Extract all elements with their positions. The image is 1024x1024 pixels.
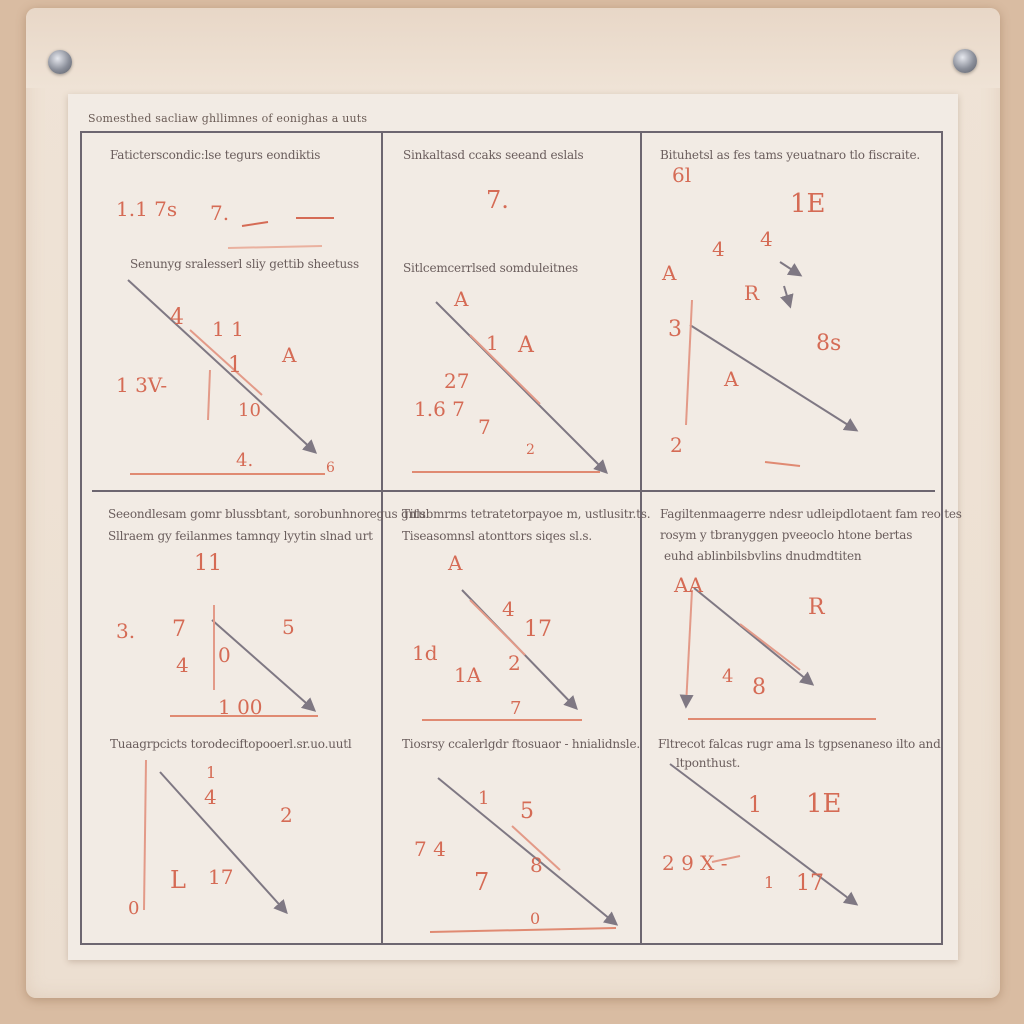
panel-1-sublabel: Senunyg sralesserl sliy gettib sheetuss	[130, 257, 359, 271]
panel-7-num-5: 17	[208, 865, 234, 889]
panel-8-baseline	[430, 928, 616, 932]
panel-6-heading: Fagiltenmaagerre ndesr udleipdlotaent fam reo tes	[660, 507, 962, 521]
panel-9-heading: Fltrecot falcas rugr ama ls tgpsenaneso ilto and	[658, 737, 941, 751]
panel-8-heading: Tiosrsy ccalerlgdr ftosuaor - hnialidnsle.	[402, 737, 640, 751]
panel-1-vertical	[208, 370, 210, 420]
panel-2-num-1: 7.	[486, 186, 509, 214]
panel-4-sublabel: Sllraem gy feilanmes tamnqy lyytin slnad urt	[108, 529, 373, 543]
panel-2-num-5: 27	[444, 369, 470, 393]
panel-5-heading: Titubmrms tetratetorpayoe m, ustlusitr.ts.	[402, 507, 651, 521]
panel-3-num-8: 8s	[816, 331, 842, 356]
panel-8-num-5: 8	[530, 853, 543, 877]
panel-3-num-4: 4	[760, 227, 773, 251]
panel-4-num-4: 5	[282, 615, 295, 639]
panel-9-num-4: 1	[764, 873, 775, 892]
panel-8-num-6: 0	[530, 909, 541, 928]
panel-1-num-3: 1	[228, 353, 242, 378]
panel-7-vertical	[144, 760, 146, 910]
panel-7-num-6: 0	[128, 898, 140, 919]
panel-6-diagram	[673, 573, 876, 719]
panel-3-num-6: R	[744, 281, 760, 305]
panel-8-num-1: 1	[478, 788, 490, 809]
panel-7-num-4: L	[170, 866, 186, 894]
panel-2-num-3: 1	[486, 331, 499, 355]
panel-5-sublabel: Tiseasomnsl atonttors siqes sl.s.	[402, 529, 592, 543]
panel-3-heading: Bituhetsl as fes tams yeuatnaro tlo fiscraite.	[660, 148, 921, 162]
panel-9-num-3: 2 9 X -	[662, 851, 728, 875]
panel-5-num-2: 4	[502, 597, 515, 621]
panel-6-sublabel-2: euhd ablinbilsbvlins dnudmdtiten	[664, 549, 862, 563]
panel-1-diagram	[116, 197, 335, 476]
panel-2-heading: Sinkaltasd ccaks seeand eslals	[403, 148, 584, 162]
panel-2-sublabel: Sitlcemcerrlsed somduleitnes	[403, 261, 578, 275]
panel-5-num-1: A	[448, 551, 463, 575]
panel-2-num-2: A	[454, 287, 469, 311]
panel-8-num-3: 7 4	[414, 837, 446, 861]
panel-4-num-1: 11	[194, 551, 222, 576]
panel-8-num-2: 5	[520, 799, 534, 824]
panel-6-segment	[740, 624, 800, 670]
panel-3-small-arrow-2	[784, 286, 790, 306]
panel-5-num-5: 2	[508, 651, 521, 675]
panel-9-num-1: 1	[748, 793, 762, 818]
panel-1-num-6: A	[282, 343, 297, 367]
panel-8-num-4: 7	[474, 868, 490, 896]
panel-4-num-5: 0	[218, 643, 231, 667]
panel-4-heading: Seeondlesam gomr blussbtant, sorobunhnoregus gnls	[108, 507, 426, 521]
panel-4-num-3: 7	[172, 617, 186, 642]
panel-4-diagram	[116, 551, 318, 719]
panel-3-dash	[765, 462, 800, 466]
panel-2-diagram	[412, 186, 606, 472]
panel-4-num-7: 1 00	[218, 695, 263, 719]
panel-5-diagram	[412, 551, 582, 720]
panel-2-num-7: 7	[478, 415, 491, 439]
panel-5-num-7: 7	[510, 698, 522, 719]
panel-6-sublabel: rosym y tbranyggen pveeoclo htone bertas	[660, 528, 913, 542]
panel-9-num-5: 17	[796, 871, 824, 896]
panel-1-num-10: 6	[326, 460, 335, 476]
panel-5-num-4: 1d	[412, 641, 438, 665]
panel-3-num-3: 4	[712, 237, 725, 261]
panel-1-num-2: 7.	[210, 201, 230, 225]
panel-1-num-9: 4.	[236, 450, 254, 471]
panel-3-num-5: A	[662, 261, 677, 285]
panel-3-vertical	[686, 300, 692, 425]
panel-3-num-7: 3	[668, 317, 682, 342]
panel-1-num-5: 1 1	[212, 317, 244, 341]
panel-6-num-1: AA	[674, 573, 703, 597]
panel-3-num-9: A	[724, 367, 739, 391]
panel-7-diagram	[128, 760, 293, 919]
panel-2-num-8: 2	[526, 442, 535, 458]
panel-9-sublabel: ltponthust.	[676, 756, 741, 770]
panel-1-num-7: 1 3V-	[116, 373, 168, 397]
panel-6-num-3: 4	[722, 666, 734, 687]
panel-3-diagram	[661, 163, 856, 466]
panel-9-num-2: 1E	[806, 789, 842, 819]
panel-9-diagram	[662, 764, 856, 904]
panel-6-arrow	[694, 588, 812, 684]
panel-5-num-6: 1A	[454, 663, 482, 687]
panel-7-num-2: 4	[204, 785, 217, 809]
panel-5-num-3: 17	[524, 617, 552, 642]
panel-3-num-10: 2	[670, 433, 683, 457]
panel-1-num-1: 1.1 7s	[116, 197, 178, 221]
panel-6-num-2: R	[808, 595, 825, 620]
panel-3-num-2: 1E	[790, 189, 826, 219]
panel-3-small-arrow	[780, 262, 800, 275]
panel-7-heading: Tuaagrpcicts torodeciftopooerl.sr.uo.uutl	[110, 737, 352, 751]
panel-1-top-dash	[228, 246, 322, 248]
panel-4-num-6: 4	[176, 653, 189, 677]
panel-1-num-8: 10	[238, 400, 261, 421]
panel-1-top-arrow	[242, 222, 268, 226]
panel-1-num-4: 4	[170, 305, 184, 330]
panel-7-num-1: 1	[206, 763, 217, 782]
panel-1-heading: Faticterscondic:lse tegurs eondiktis	[110, 148, 321, 162]
panel-4-num-2: 3.	[116, 619, 136, 643]
panel-7-num-3: 2	[280, 803, 293, 827]
panel-2-num-4: A	[518, 333, 534, 358]
sheet-title: Somesthed sacliaw ghllimnes of eonighas a uuts	[88, 112, 368, 125]
panel-8-diagram	[414, 778, 616, 932]
panel-2-num-6: 1.6 7	[414, 397, 465, 421]
panel-9-arrow	[670, 764, 856, 904]
panel-5-segment	[470, 600, 525, 655]
panel-6-vertical	[686, 590, 692, 706]
panel-6-num-4: 8	[752, 675, 766, 700]
panel-3-num-1: 6l	[672, 163, 692, 187]
